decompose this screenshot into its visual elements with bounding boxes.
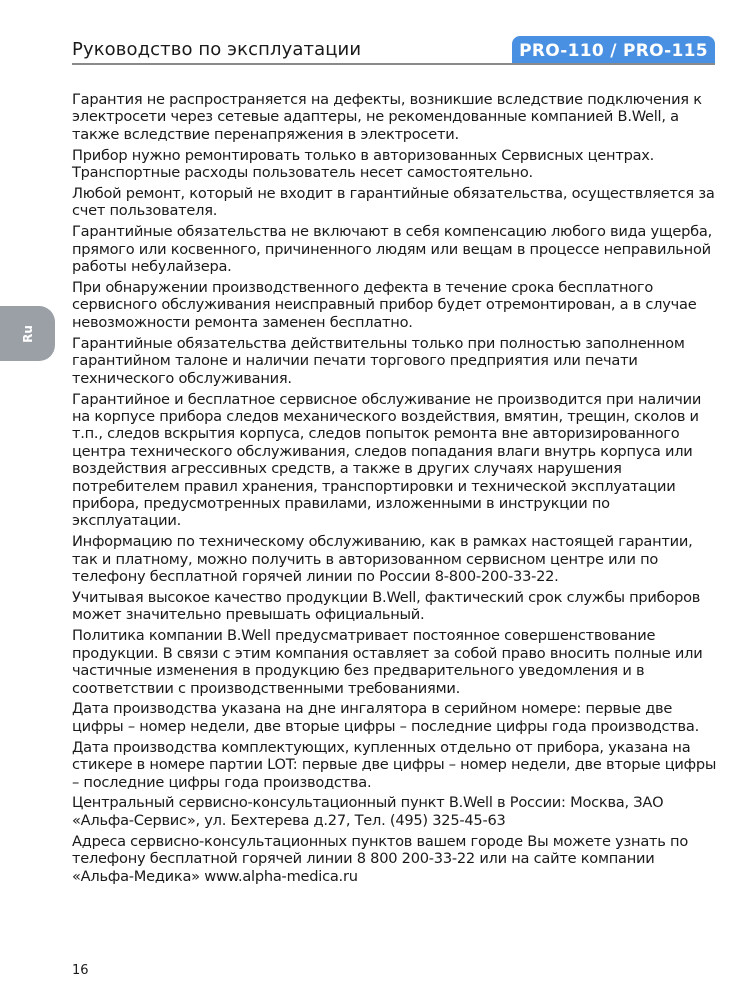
paragraph: Центральный сервисно-консультационный пункт B.Well в России: Москва, ЗАО «Альфа-Сервис», ул. Бехтерева д.27, Тел. (495) 325-45-63 bbox=[72, 794, 664, 829]
language-label: Ru bbox=[20, 324, 35, 343]
model-badge: PRO-110 / PRO-115 bbox=[512, 36, 715, 65]
paragraph: При обнаружении производственного дефекта в течение срока бесплатного сервисного обслуживания неисправный прибор будет отремонтирован, а в случае невозможности ремонта заменен бесплатно. bbox=[72, 279, 697, 331]
paragraph: Прибор нужно ремонтировать только в авторизованных Сервисных центрах. Транспортные расходы пользователь несет самостоятельно. bbox=[72, 146, 655, 182]
paragraph: Дата производства комплектующих, купленных отдельно от прибора, указана на стикере в номере партии LOT: первые две цифры – номер недели, две вторые цифры – последние цифры года производства. bbox=[72, 738, 717, 791]
paragraph: Информацию по техническому обслуживанию, как в рамках настоящей гарантии, так и платному, можно получить в авторизованном сервисном центре или по телефону бесплатной горячей линии по России 8-800-200-33-22. bbox=[72, 533, 693, 586]
paragraph: Гарантийные обязательства действительны только при полностью заполненном гарантийном талоне и наличии печати торгового предприятия или печати технического обслуживания. bbox=[72, 334, 685, 387]
paragraph: Дата производства указана на дне ингалятора в серийном номере: первые две цифры – номер недели, две вторые цифры – последние цифры года производства. bbox=[72, 700, 699, 735]
paragraph: Политика компании B.Well предусматривает постоянное совершенствование продукции. В связи с этим компания оставляет за собой право вносить полные или частичные изменения в продукцию без предварительного уведомления и в соответствии с производственными требованиями. bbox=[72, 627, 703, 697]
paragraph: Гарантия не распространяется на дефекты, возникшие вследствие подключения к электросети через сетевые адаптеры, не рекомендованные компанией B.Well, а также вследствие перенапряжения в электросети. bbox=[72, 91, 702, 143]
paragraph: Гарантийное и бесплатное сервисное обслуживание не производится при наличии на корпусе прибора следов механического воздействия, вмятин, трещин, сколов и т.п., следов вскрытия корпуса, следов попыток ремонта вне авторизированного центра технического обслуживания, следов попадания влаги внутрь корпуса или воздействия агрессивных средств, а также в других случаях нарушения потребителем правил хранения, транспортировки и технической эксплуатации прибора, предусмотренных правилами, изложенными в инструкции по эксплуатации. bbox=[72, 390, 702, 530]
paragraph: Адреса сервисно-консультационных пунктов вашем городе Вы можете узнать по телефону бесплатной горячей линии 8 800 200-33-22 или на сайте компании «Альфа-Медика» www.alpha-medica.ru bbox=[72, 832, 689, 885]
header-divider bbox=[72, 63, 715, 65]
page-title: Руководство по эксплуатации bbox=[72, 39, 362, 60]
paragraph: Гарантийные обязательства не включают в себя компенсацию любого вида ущерба, прямого или косвенного, причиненного людям или вещам в процессе неправильной работы небулайзера. bbox=[72, 223, 712, 276]
language-tab bbox=[0, 306, 55, 361]
page-number: 16 bbox=[72, 963, 89, 978]
paragraph: Учитывая высокое качество продукции B.Well, фактический срок службы приборов может значительно превышать официальный. bbox=[72, 588, 701, 624]
paragraph: Любой ремонт, который не входит в гарантийные обязательства, осуществляется за счет пользователя. bbox=[72, 185, 715, 220]
document-body bbox=[72, 91, 720, 888]
